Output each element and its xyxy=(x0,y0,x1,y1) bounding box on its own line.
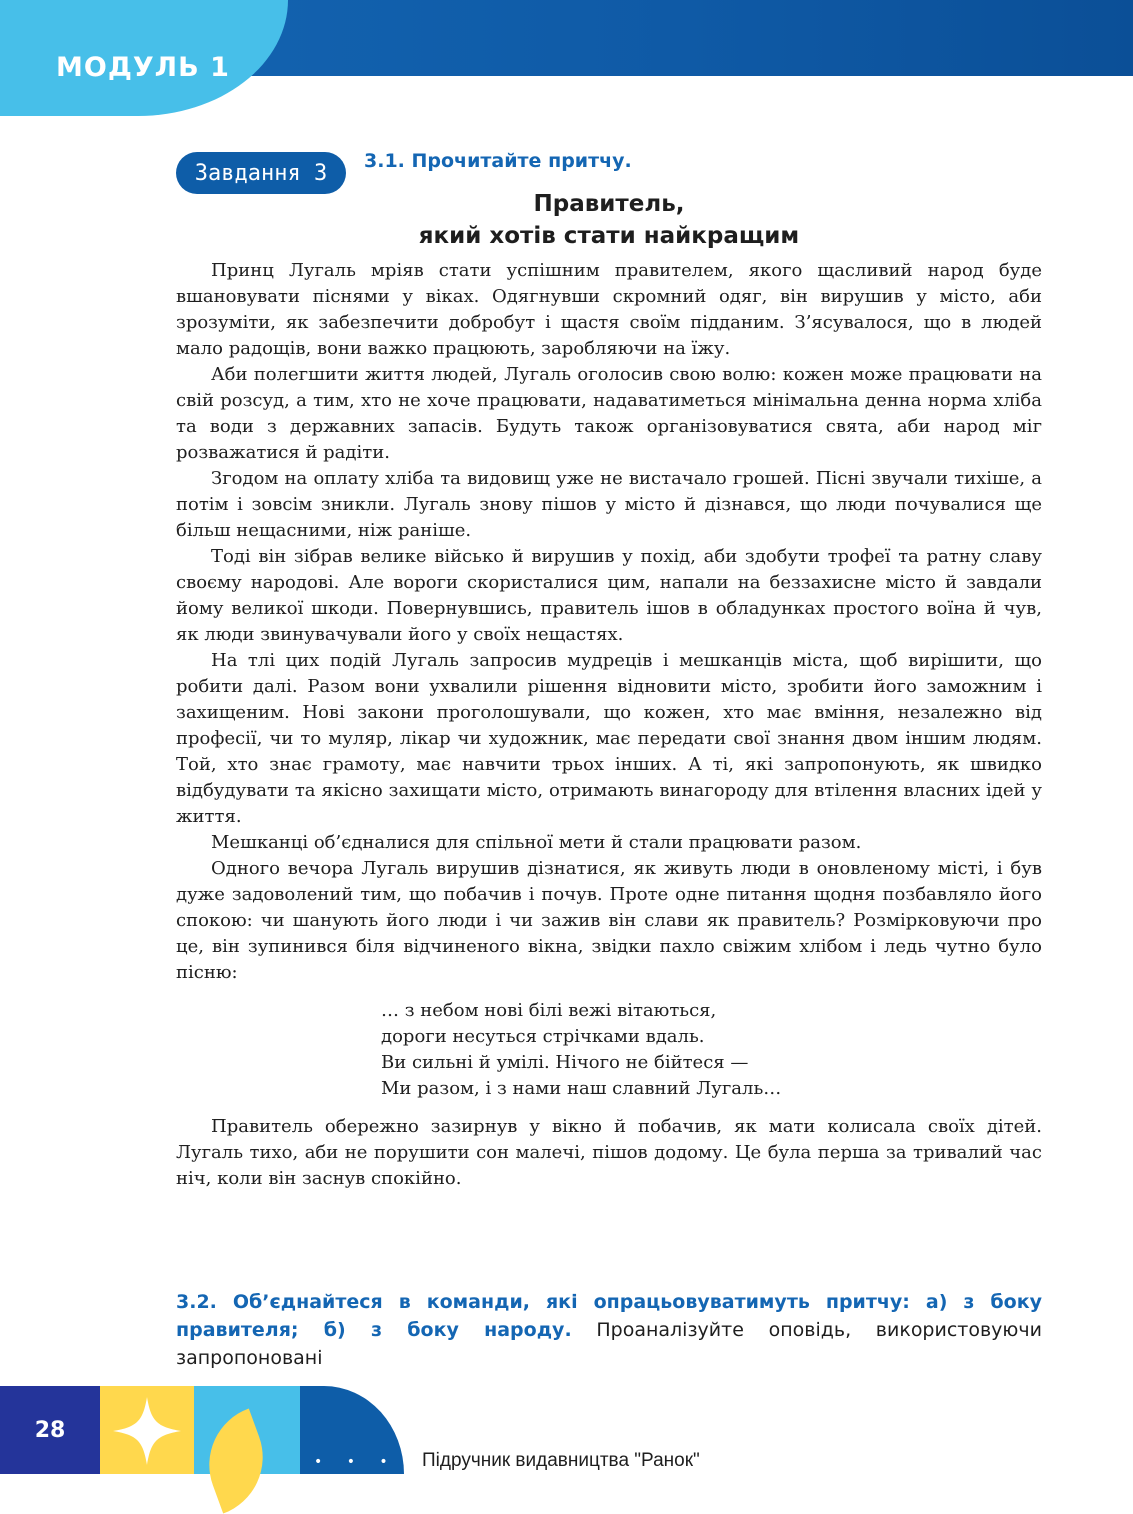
module-label: МОДУЛЬ 1 xyxy=(56,52,230,83)
story-title-line1: Правитель, xyxy=(533,191,685,217)
star-icon xyxy=(111,1395,183,1467)
task-3-2-rest: Проаналізуйте оповідь, використовуючи запропоновані xyxy=(176,1319,1042,1369)
publisher-label: Підручник видавництва "Ранок" xyxy=(422,1450,700,1471)
poem-line: Ми разом, і з нами наш славний Лугаль… xyxy=(381,1078,782,1099)
story-title xyxy=(176,188,1042,252)
paragraph: Правитель обережно зазирнув у вікно й побачив, як мати колисала своїх дітей. Лугаль тихо, аби не порушити сон малечі, пішов додому. Це була перша за тривалий час ніч, коли він заснув спокійно. xyxy=(176,1116,1042,1189)
story-text xyxy=(176,258,1042,1192)
poem-line: дороги несуться стрічками вдаль. xyxy=(381,1026,705,1047)
task-3-2 xyxy=(176,1288,1042,1372)
paragraph: На тлі цих подій Лугаль запросив мудреців і мешканців міста, щоб вирішити, що робити далі. Разом вони ухвалили рішення відновити місто, зробити його заможним і захищеним. Нові закони проголошували, що кожен, хто має вміння, незалежно від професії, чи то муляр, лікар чи художник, має передати свої знання двом іншим людям. Той, хто знає грамоту, має навчити трьох інших. А ті, які запропонують, як швидко відбудувати та якісно захищати місто, отримають винагороду для втілення власних ідей у життя. xyxy=(176,650,1042,827)
story-title-line2: який хотів стати найкращим xyxy=(418,223,800,249)
paragraph: Аби полегшити життя людей, Лугаль оголосив свою волю: кожен може працювати на свій розсуд, а тим, хто не хоче працювати, надаватиметься мінімальна денна норма хліба та води з державних запасів. Будуть також організовуватися свята, аби народ міг розважатися й радіти. xyxy=(176,364,1042,463)
page-number: 28 xyxy=(34,1417,66,1443)
paragraph: Згодом на оплату хліба та видовищ уже не вистачало грошей. Пісні звучали тихіше, а потім і зовсім зникли. Лугаль знову пішов у місто й дізнався, що люди почувалися ще більш нещасними, ніж раніше. xyxy=(176,468,1042,541)
paragraph: Одного вечора Лугаль вирушив дізнатися, як живуть люди в оновленому місті, і був дуже задоволений тим, що побачив і почув. Проте одне питання щодня позбавляло його спокою: чи шанують його люди і чи зажив він слави як правитель? Розмірковуючи про це, він зупинився біля відчиненого вікна, звідки пахло свіжим хлібом і ледь чутно було пісню: xyxy=(176,858,1042,983)
task-badge: Завдання 3 xyxy=(176,152,346,194)
task-3-2-highlight: 3.2. Об’єднайтеся в команди, які опрацьовуватимуть притчу: а) з боку правителя; б) з боку народу. xyxy=(176,1291,1042,1341)
subtask-title: 3.1. Прочитайте притчу. xyxy=(364,150,632,172)
paragraph: Тоді він зібрав велике військо й вирушив у похід, аби здобути трофеї та ратну славу своєму народові. Але вороги скористалися цим, напали на беззахисне місто й завдали йому великої шкоди. Повернувшись, правитель ішов в обладунках простого воїна й чув, як люди звинувачували його у своїх нещастях. xyxy=(176,546,1042,645)
paragraph: Принц Лугаль мріяв стати успішним правителем, якого щасливий народ буде вшановувати піснями у віках. Одягнувши скромний одяг, він вирушив у місто, аби зрозуміти, як забезпечити добробут і щастя своїм підданим. З’ясувалося, що в людей мало радощів, вони важко працюють, заробляючи на їжу. xyxy=(176,260,1042,359)
poem-line: Ви сильні й умілі. Нічого не бійтеся — xyxy=(381,1052,749,1073)
footer-dots: • • • • xyxy=(314,1454,431,1470)
poem xyxy=(381,998,1042,1102)
paragraph: Мешканці об’єдналися для спільної мети й стали працювати разом. xyxy=(211,832,862,853)
poem-line: … з небом нові білі вежі вітаються, xyxy=(381,1000,717,1021)
